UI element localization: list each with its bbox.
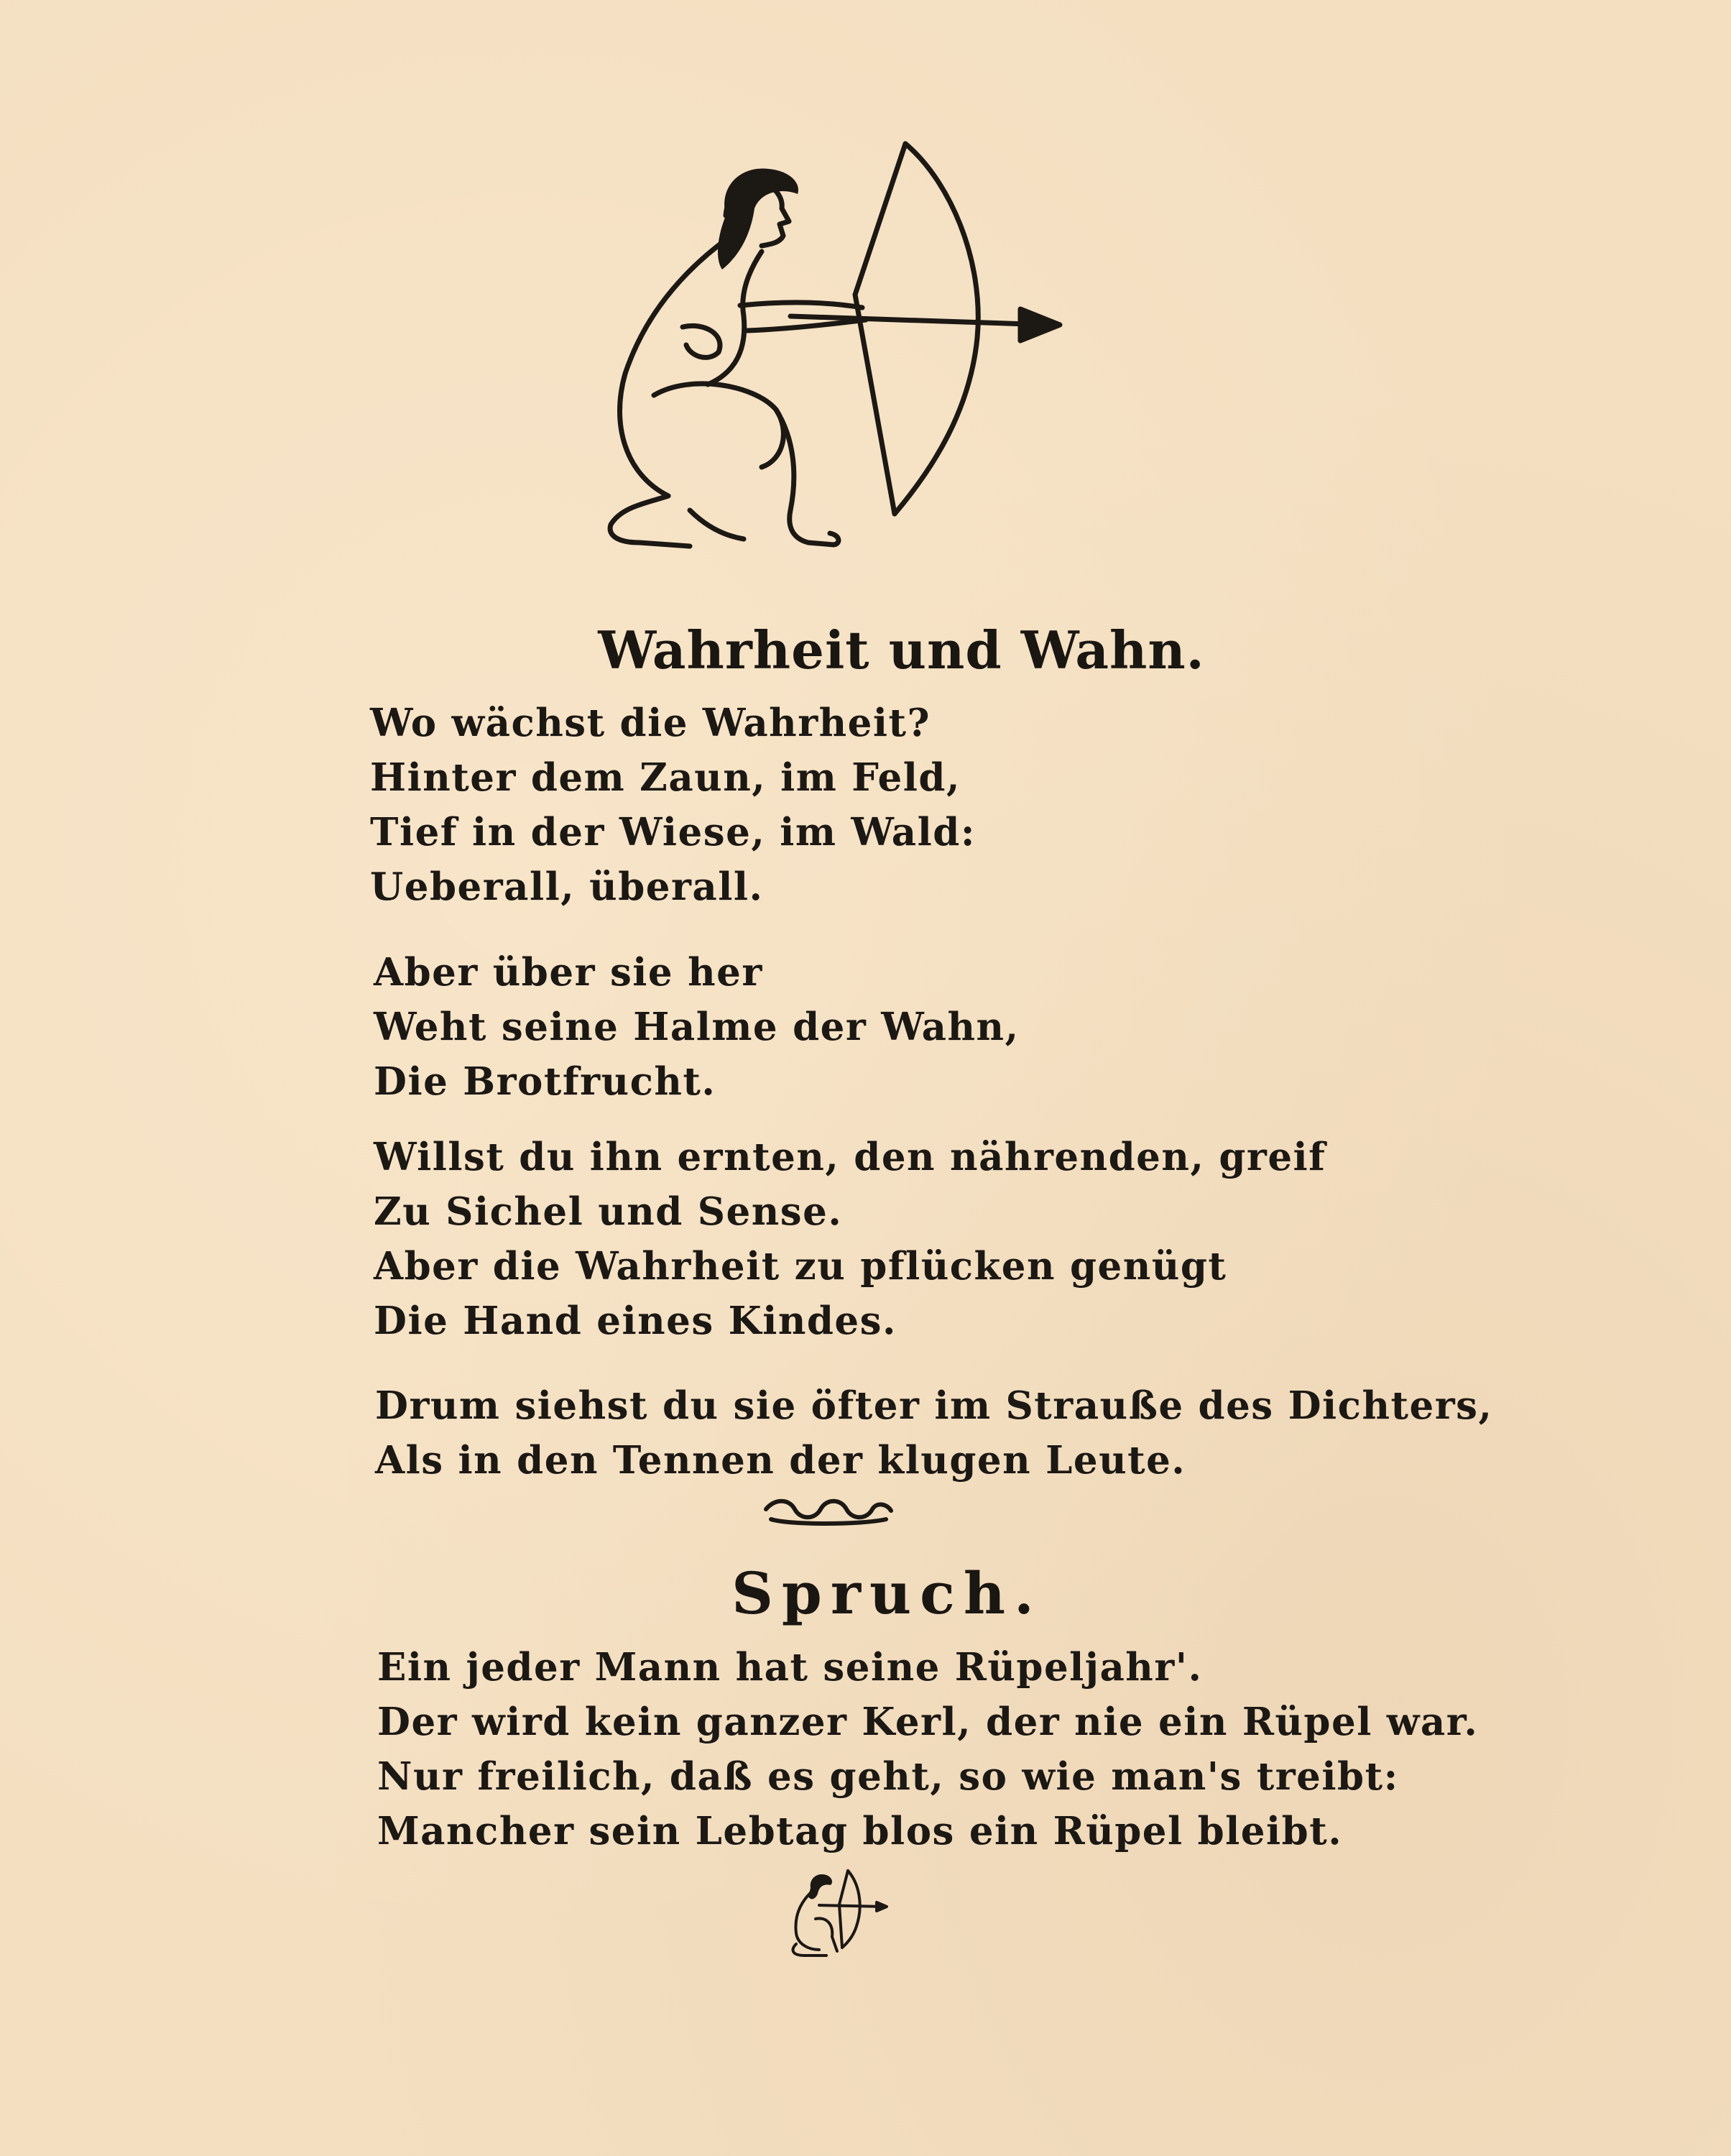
saying-title: Spruch. [731, 1560, 1043, 1627]
poem-line: Drum siehst du sie öfter im Strauße des Dichters, [375, 1383, 1493, 1428]
poem-line: Zu Sichel und Sense. [374, 1189, 843, 1234]
poem-line: Aber die Wahrheit zu pflücken genügt [374, 1244, 1227, 1289]
saying-line: Nur freilich, daß es geht, so wie man's treibt: [377, 1754, 1399, 1799]
wave-ornament-icon [760, 1495, 897, 1531]
poem-stanza-2 [374, 945, 1020, 1109]
poem-title: Wahrheit und Wahn. [598, 619, 1205, 681]
poem-line: Die Hand eines Kindes. [374, 1299, 897, 1343]
poem-line: Willst du ihn ernten, den nährenden, greif [374, 1135, 1326, 1179]
poem-line: Wo wächst die Wahrheit? [370, 701, 931, 745]
poem-line: Tief in der Wiese, im Wald: [370, 810, 976, 854]
poem-line: Aber über sie her [374, 950, 763, 995]
saying-stanza [377, 1640, 1478, 1858]
archer-vignette-icon [776, 1865, 891, 1962]
poem-line: Hinter dem Zaun, im Feld, [370, 755, 961, 800]
poem-line: Als in den Tennen der klugen Leute. [375, 1438, 1186, 1483]
archer-illustration-icon [546, 137, 1092, 575]
saying-line: Ein jeder Mann hat seine Rüpeljahr'. [377, 1645, 1203, 1690]
poem-line: Die Brotfrucht. [374, 1059, 716, 1104]
saying-line: Mancher sein Lebtag blos ein Rüpel bleibt. [377, 1809, 1343, 1853]
poem-stanza-4 [375, 1378, 1492, 1488]
poem-stanza-1 [370, 696, 976, 914]
poem-line: Ueberall, überall. [370, 865, 764, 909]
saying-line: Der wird kein ganzer Kerl, der nie ein Rüpel war. [377, 1700, 1479, 1744]
poem-stanza-3 [374, 1130, 1326, 1348]
poem-line: Weht seine Halme der Wahn, [374, 1005, 1020, 1049]
